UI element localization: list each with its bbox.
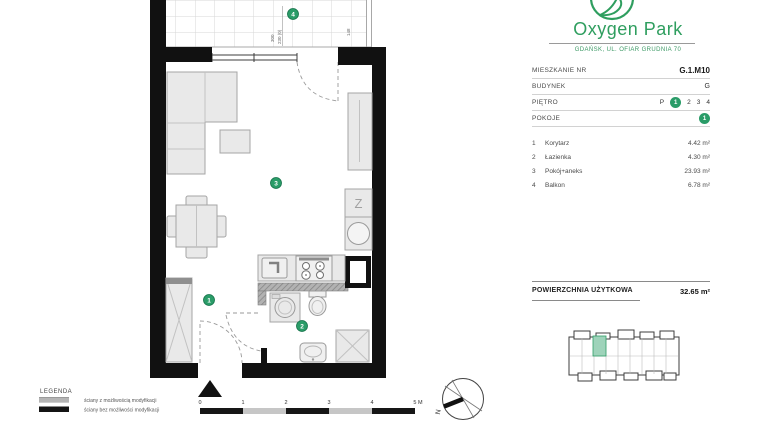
coffee-table [220,130,250,153]
room-id: 3 [532,167,536,175]
scale-tick: 5 M [413,400,423,406]
building-minimap [566,327,682,385]
legend-label-modifiable: ściany z możliwością modyfikacji [84,398,157,404]
room-area: 4.30 m² [687,153,710,161]
legend [39,389,159,414]
scale-bar [198,400,423,414]
dimension-148: 148 [346,28,351,36]
entrance-door-swing [200,321,242,363]
svg-text:1: 1 [207,297,211,305]
floor-option-3[interactable]: 3 [696,99,701,106]
installation-shaft [348,259,369,286]
room-row-pokoj-aneks [532,164,710,178]
floor-selector [660,97,710,108]
legend-title: LEGENDA [40,389,73,395]
room-name: Balkon [545,181,565,189]
row-apartment-number [532,63,710,79]
burner-icon [317,272,324,279]
floor-label: PIĘTRO [532,99,558,106]
svg-text:4: 4 [291,11,295,19]
rooms-count-badge: 1 [699,113,710,124]
rooms-list [532,136,710,192]
scale-tick: 3 [327,400,331,406]
burner-icon [303,263,310,270]
wardrobe-cap [166,278,192,284]
kitchen-sink [262,258,287,278]
room-name: Łazienka [545,153,572,161]
highlighted-unit [593,336,606,356]
room-id: 1 [532,139,536,147]
compass [433,379,483,420]
room-id: 2 [532,153,536,161]
living-room-furniture [167,72,372,258]
row-rooms-count [532,111,710,127]
row-building [532,79,710,95]
room-marker-2 [297,321,308,332]
building-value: G [704,83,710,90]
total-area-row [532,281,710,301]
rooms-count-label: POKOJE [532,115,561,122]
chair [186,246,207,258]
legend-swatch-fixed [39,407,69,413]
floor-option-p[interactable]: P [659,99,665,106]
bathroom-door-swing [226,315,261,351]
compass-north-label: N [433,408,441,415]
scale-tick: 2 [284,400,288,406]
round-basin-icon [348,223,370,245]
brand-address: GDAŃSK, UL. OFIAR GRUDNIA 70 [574,47,682,53]
row-floor [532,95,710,111]
room-marker-3 [271,178,282,189]
logo-circle-icon [591,0,633,19]
balcony-area [166,0,372,47]
svg-text:3: 3 [274,180,278,188]
svg-text:2: 2 [300,323,304,331]
toilet [309,297,326,316]
room-area: 4.42 m² [687,139,710,147]
legend-swatch-modifiable [39,397,69,403]
corridor [166,278,242,397]
apartment-number-value: G.1.M10 [679,66,710,75]
apartment-number-label: MIESZKANIE NR [532,67,587,74]
unit-info-table [532,63,710,127]
room-row-korytarz [532,136,710,150]
scale-tick: 1 [241,400,245,406]
balcony-tiles [166,0,366,47]
stove-controls [299,258,329,261]
room-id: 4 [532,181,536,189]
scale-tick: 0 [198,400,202,406]
dimension-300: 300 [270,34,275,42]
dimension-230: 230 (0) [277,29,282,44]
floor-option-1-active[interactable]: 1 [670,97,681,108]
room-row-balkon [532,178,710,192]
legend-label-fixed: ściany bez możliwości modyfikacji [84,407,160,414]
balcony-door-swing [297,62,338,101]
brand-divider [549,43,695,44]
total-area-value: 32.65 m² [679,287,710,296]
room-row-lazienka [532,150,710,164]
total-area-label: POWIERZCHNIA UŻYTKOWA [532,287,633,294]
floor-option-2[interactable]: 2 [687,99,691,106]
room-marker-4 [288,9,299,20]
total-underline [532,300,640,301]
floor-option-4[interactable]: 4 [706,99,710,106]
room-area: 23.93 m² [684,167,710,175]
room-marker-1 [204,295,215,306]
room-name: Korytarz [545,139,570,147]
entrance-arrow-icon [198,380,222,397]
appliance-z-label: Z [354,196,363,211]
room-name: Pokój+aneks [545,167,583,175]
building-label: BUDYNEK [532,83,566,90]
scale-tick: 4 [370,400,374,406]
room-area: 6.78 m² [687,181,710,189]
brand-name: Oxygen Park [573,19,683,39]
